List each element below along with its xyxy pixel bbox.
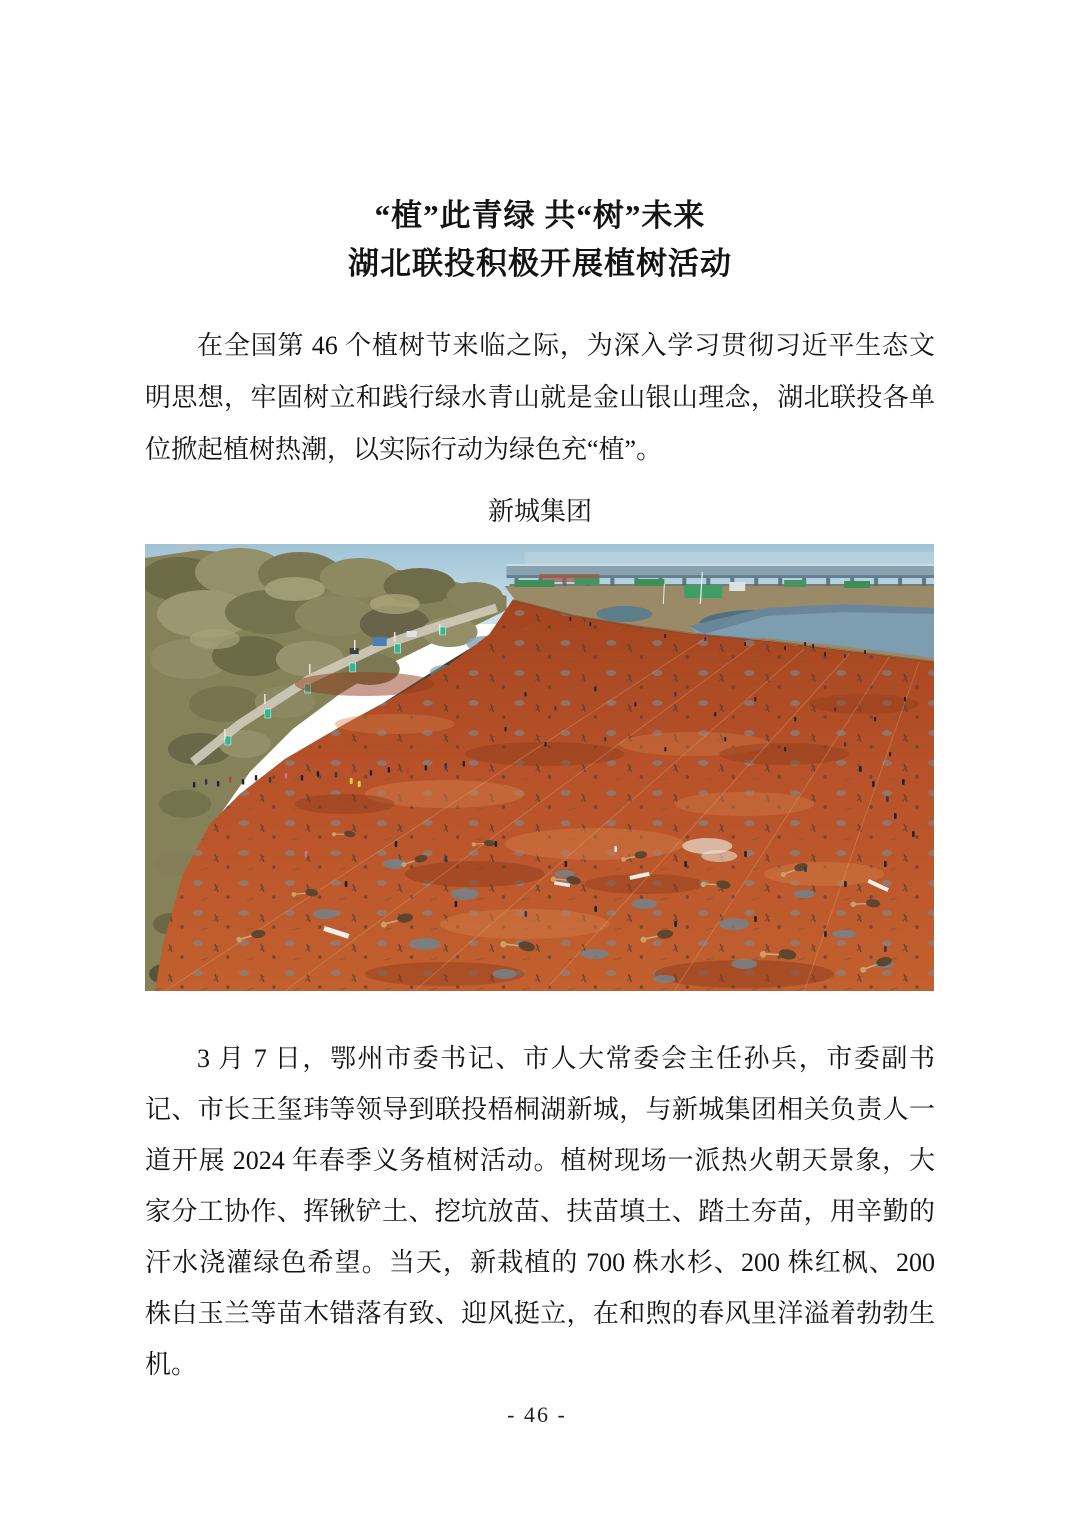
doc-title (145, 192, 935, 288)
doc-title-line2: 湖北联投积极开展植树活动 (348, 246, 732, 281)
section-heading: 新城集团 (487, 497, 592, 526)
photo-scene (145, 544, 934, 991)
page-content (145, 0, 935, 1390)
paragraph-intro: 在全国第 46 个植树节来临之际，为深入学习贯彻习近平生态文明思想，牢固树立和践行绿水青山就是金山银山理念，湖北联投各单位掀起植树热潮，以实际行动为绿色充“植”。 (145, 331, 935, 464)
doc-title-line1: “植”此青绿 共“树”未来 (374, 198, 706, 233)
photo-tree-planting (145, 544, 934, 991)
paragraph-event: 3 月 7 日，鄂州市委书记、市人大常委会主任孙兵，市委副书记、市长王玺玮等领导到联投梧桐湖新城，与新城集团相关负责人一道开展 2024 年春季义务植树活动。植树现场一派热火朝天景象，大家分工协作、挥锹铲土、挖坑放苗、扶苗填土、踏土夯苗，用辛勤的汗水浇灌绿色希望。当天，新栽植的 700 株水杉、200 株红枫、200 株白玉兰等苗木错落有致、迎风挺立，在和煦的春风里洋溢着勃勃生机。 (145, 1044, 935, 1379)
page-number: - 46 - (507, 1402, 567, 1427)
